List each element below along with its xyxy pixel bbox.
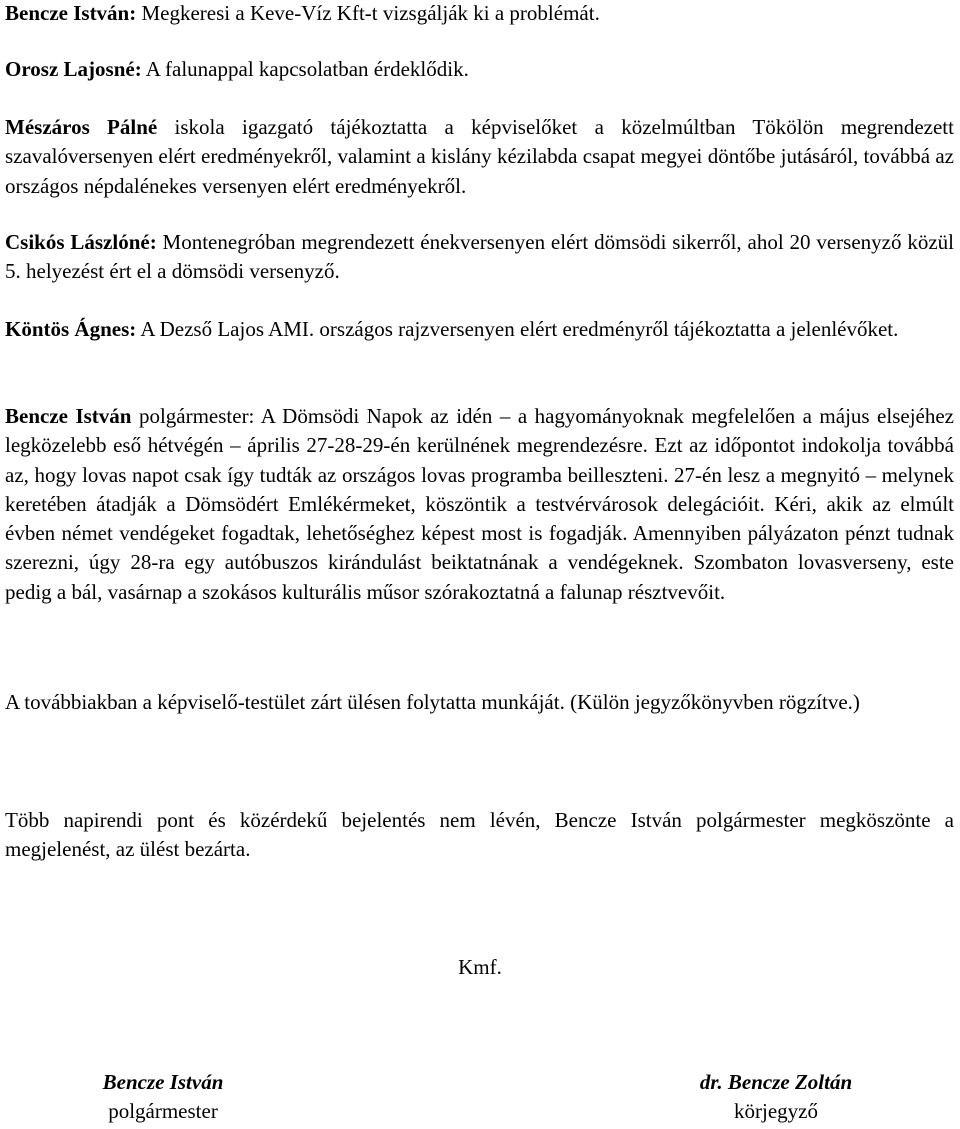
signature-role: polgármester — [108, 1099, 218, 1124]
paragraph-csikos — [5, 228, 954, 287]
paragraph-text: A Dezső Lajos AMI. országos rajzversenyen elért eredményről tájékoztatta a jelenlévőket. — [136, 317, 899, 341]
signature-right — [680, 1068, 872, 1127]
speaker-name: Bencze István — [5, 404, 132, 428]
paragraph-text: Több napirendi pont és közérdekű bejelentés nem lévén, Bencze István polgármester megköszönte a megjelenést, az ülést bezárta. — [5, 808, 954, 862]
paragraph-text: A továbbiakban a képviselő-testület zárt ülésen folytatta munkáját. (Külön jegyzőkönyvben rögzítve.) — [5, 690, 860, 714]
paragraph-text: iskola igazgató tájékoztatta a képviselőket a közelmúltban Tökölön megrendezett szavalóversenyen elért eredményekről, valamint a kislány kézilabda csapat megyei döntőbe jutásáról, továbbá az országos népdalénekes versenyen elért eredményekről. — [5, 115, 954, 198]
signature-role: körjegyző — [734, 1099, 818, 1124]
paragraph-zart-ules — [5, 688, 954, 717]
speaker-name: Orosz Lajosné: — [5, 57, 142, 81]
paragraph-text: Montenegróban megrendezett énekversenyen elért dömsödi sikerről, ahol 20 versenyző közül 5. helyezést ért el a dömsödi versenyző. — [5, 230, 954, 284]
paragraph-meszaros — [5, 113, 954, 201]
paragraph-bencze-2 — [5, 402, 954, 607]
paragraph-kontos — [5, 315, 954, 344]
signature-left — [92, 1068, 234, 1127]
paragraph-text: Megkeresi a Keve-Víz Kft-t vizsgálják ki a problémát. — [136, 1, 600, 25]
paragraph-text: A falunappal kapcsolatban érdeklődik. — [141, 57, 469, 81]
paragraph-orosz — [5, 55, 954, 84]
paragraph-text: polgármester: A Dömsödi Napok az idén – a hagyományoknak megfelelően a május elsejéhez legközelebb eső hétvégén – április 27-28-29-én kerülnének megrendezésre. Ezt az időpontot indokolja továbbá az, hogy lovas napot csak így tudták az országos lovas programba beilleszteni. 27-én lesz a megnyitó – melynek keretében átadják a Dömsödért Emlékérmeket, köszöntik a testvérvárosok delegációit. Kéri, akik az elmúlt évben német vendégeket fogadtak, lehetőséghez képest most is fogadják. Amennyiben pályázaton pénzt tudnak szerezni, úgy 28-ra egy autóbuszos kirándulást beiktatnának a vendégeknek. Szombaton lovasverseny, este pedig a bál, vasárnap a szokásos kulturális műsor szórakoztatná a falunap résztvevőit. — [5, 404, 954, 604]
paragraph-bezaras — [5, 806, 954, 865]
speaker-name: Csikós Lászlóné: — [5, 230, 157, 254]
speaker-name: Bencze István: — [5, 1, 137, 25]
signature-name: dr. Bencze Zoltán — [699, 1070, 853, 1094]
speaker-name: Köntös Ágnes: — [5, 317, 137, 341]
paragraph-bencze-1 — [5, 0, 954, 28]
speaker-name: Mészáros Pálné — [5, 115, 158, 139]
signature-name: Bencze István — [102, 1070, 224, 1094]
closing-kmf: Kmf. — [458, 955, 502, 979]
